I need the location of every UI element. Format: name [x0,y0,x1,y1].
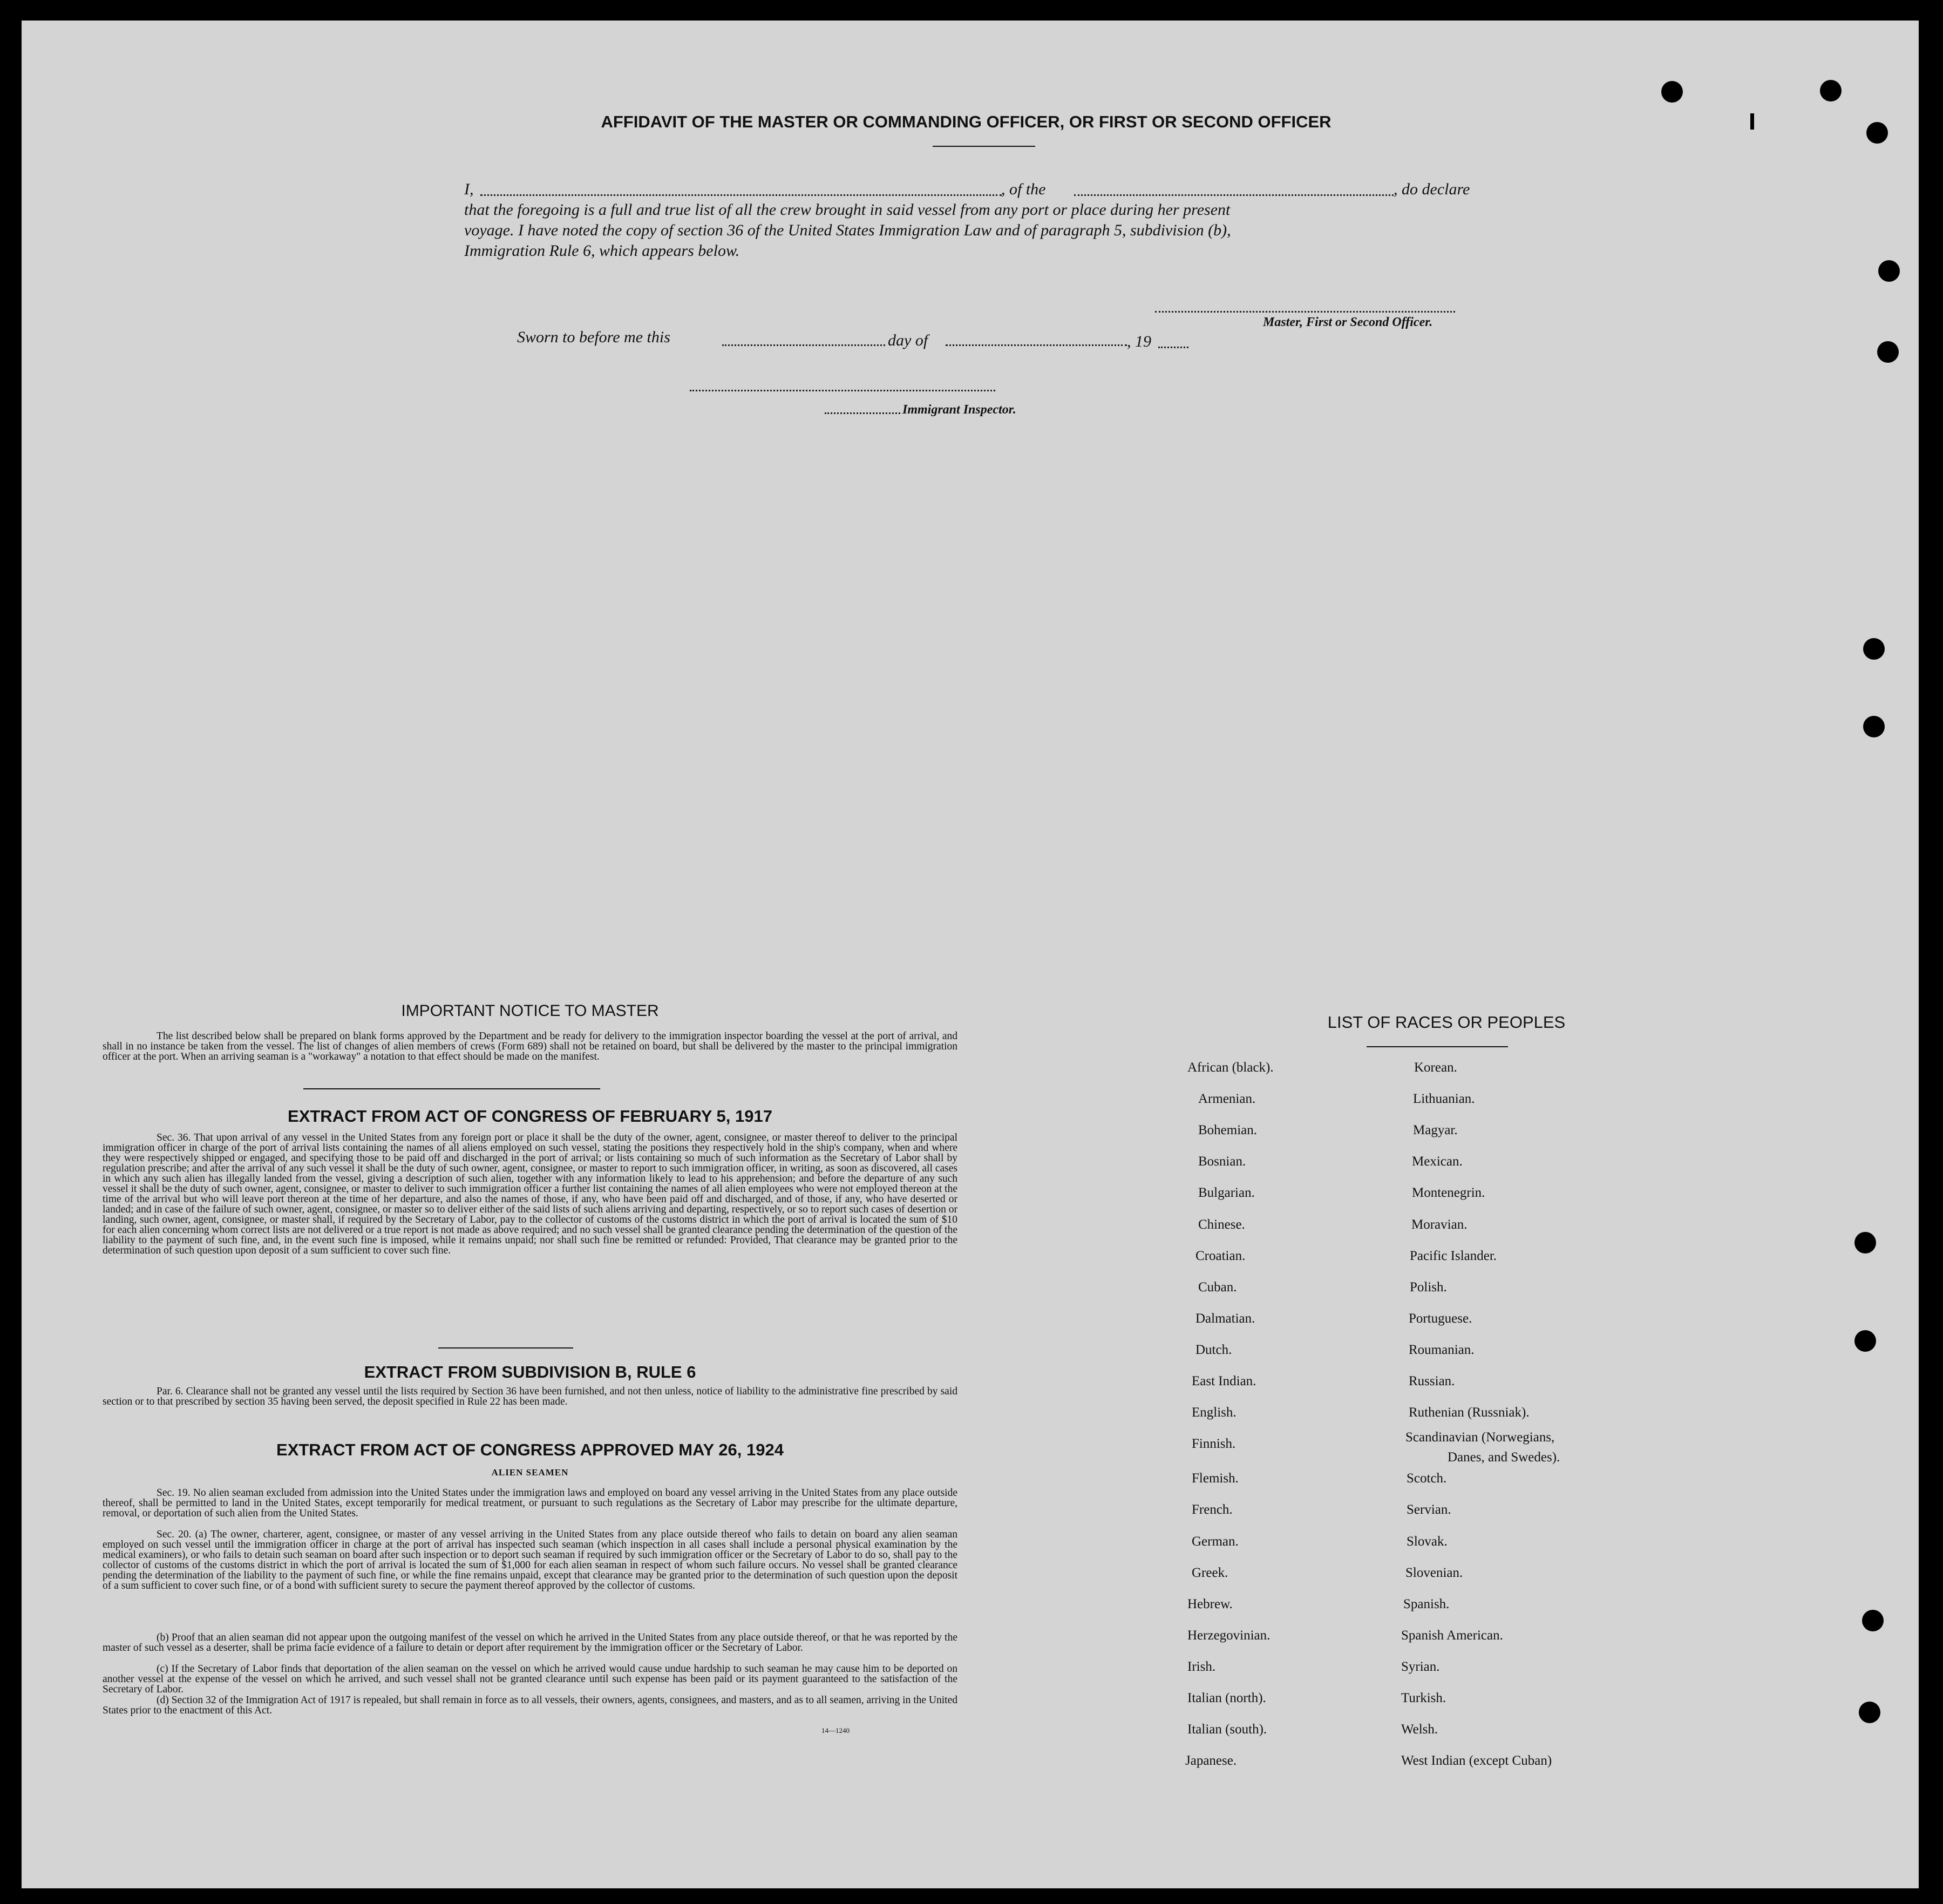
race-item: Chinese. [1198,1217,1245,1232]
master-signature-label: Master, First or Second Officer. [1263,315,1433,329]
race-item: Welsh. [1401,1722,1438,1737]
rule6-text: Par. 6. Clearance shall not be granted any vessel until the lists required by Section 36 have been furnished, and not then unless, notice of liability to the administrative fine prescribed by said section or to that prescribed by section 35 having been served, the deposit specified in Rule 22 has been made. [103,1386,957,1407]
race-item: Portuguese. [1409,1311,1472,1326]
race-item: Greek. [1192,1565,1228,1580]
race-item: Montenegrin. [1412,1185,1485,1201]
race-item: Scotch. [1407,1471,1447,1486]
race-item: Dutch. [1195,1342,1232,1357]
notice-text: The list described below shall be prepared on blank forms approved by the Department and be ready for delivery to the immigration inspector boarding the vessel at the port of arrival, and shall in no instance be taken from the vessel. The list of changes of alien members of crews (Form 689) shall not be retained on board, but shall be delivered by the master to the principal immigration officer at the port. When an arriving seaman is a "workaway" a notation to that effect should be made on the manifest. [103,1031,957,1062]
race-item: Bulgarian. [1198,1185,1255,1201]
inspector-signature-lead [825,412,900,414]
race-item: Slovak. [1407,1534,1448,1549]
race-item: Dalmatian. [1195,1311,1255,1326]
extract-1917-text: Sec. 36. That upon arrival of any vessel in the United States from any foreign port or place it shall be the duty of the owner, agent, consignee, or master thereof to deliver to the principal immigration officer in charge of the port of arrival lists containing the names of all aliens employed on such vessel, stating the positions they respectively hold in the ship's company, when and where they were respectively shipped or engaged, and specifying those to be paid off and discharged in the port of arrival; or lists containing so much of such information as the Secretary of Labor shall by regulation prescribe; and after the arrival of any such vessel it shall be the duty of such owner, agent, consignee, or master to report to such immigration officer, in writing, as soon as discovered, all cases in which any such alien has illegally landed from the vessel, giving a description of such alien, together with any information likely to lead to his apprehension; and before the departure of any such vessel it shall be the duty of such owner, agent, consignee, or master to deliver to such immigration officer a further list containing the names of all alien employees who were not employed thereon at the time of the arrival but who will leave port thereon at the time of her departure, and also the names of those, if any, who have been paid off and discharged, and of those, if any, who have deserted or landed; and in case of the failure of such owner, agent, consignee, or master so to deliver either of the said lists of such aliens arriving and departing, respectively, or so to report such cases of desertion or landing, such owner, agent, consignee, or master shall, if required by the Secretary of Labor, pay to the collector of customs of the customs district in which the port of arrival is located the sum of $10 for each alien concerning whom correct lists are not delivered or a true report is not made as above required; and no such vessel shall be granted clearance pending the determination of the question of the liability to the payment of such fine, and, in the event such fine is imposed, while it remains unpaid; nor shall such fine be remitted or refunded: Provided, That clearance may be granted prior to the determination of such question upon deposit of a sum sufficient to cover such fine. [103,1132,957,1256]
race-item: Pacific Islander. [1410,1248,1497,1263]
race-item: Flemish. [1192,1471,1239,1486]
race-item: Spanish American. [1401,1628,1503,1643]
race-item: Scandinavian (Norwegians, [1405,1430,1555,1445]
punch-hole [1863,716,1885,737]
race-item: Finnish. [1192,1437,1236,1452]
affidavit-line-3: voyage. I have noted the copy of section 36 of the United States Immigration Law and of paragraph 5, subdivision (b), [464,221,1231,239]
punch-hole [1854,1330,1876,1352]
race-item: Cuban. [1198,1279,1237,1295]
extract-1924-sec19: Sec. 19. No alien seaman excluded from admission into the United States under the immigration laws and employed on board any vessel arriving in the United States from any place outside thereof, shall be permitted to land in the United States, except temporarily for medical treatment, or pursuant to such regulations as the Secretary of Labor may prescribe for the ultimate departure, removal, or deportation of such alien from the United States. [103,1487,957,1519]
extract-1924-subtitle: ALIEN SEAMEN [491,1467,569,1478]
affidavit-line-2: that the foregoing is a full and true list of all the crew brought in said vessel from any port or place during her present [464,201,1231,219]
race-item: Herzegovinian. [1187,1628,1271,1643]
race-item: Lithuanian. [1413,1092,1475,1107]
race-item-continuation: Danes, and Swedes). [1448,1450,1560,1465]
punch-hole [1854,1232,1876,1253]
race-item: Irish. [1187,1659,1216,1674]
affidavit-i-label: I, [464,180,474,198]
affidavit-declare-label: , do declare [1394,180,1470,198]
race-item: East Indian. [1192,1374,1256,1388]
extract-1924-sec20d: (d) Section 32 of the Immigration Act of 1917 is repealed, but shall remain in force as to all vessels, their owners, agents, consignees, and masters, and as to all seamen, arriving in the United States prior to the enactment of this Act. [103,1695,957,1716]
inspector-signature-label: Immigrant Inspector. [902,403,1016,417]
races-title: LIST OF RACES OR PEOPLES [1327,1013,1566,1032]
race-item: Ruthenian (Russniak). [1409,1405,1530,1420]
affidavit-of-the-label: , of the [1001,180,1046,198]
race-item: African (black). [1187,1060,1274,1075]
punch-hole [1866,122,1888,144]
race-item: Croatian. [1195,1248,1246,1263]
race-item: Magyar. [1413,1123,1458,1138]
punch-hole [1820,80,1842,101]
sworn-year-field[interactable] [1158,347,1188,348]
race-item: Roumanian. [1409,1342,1475,1357]
sworn-label: Sworn to before me this [517,328,670,346]
race-item: Russian. [1409,1374,1455,1388]
year-label: , 19 [1127,333,1151,350]
race-item: Bohemian. [1198,1123,1258,1138]
race-item: German. [1192,1534,1239,1549]
divider [933,146,1035,147]
race-item: Armenian. [1198,1092,1256,1107]
inspector-signature-field[interactable] [690,390,995,391]
declarant-name-field[interactable] [480,194,1002,196]
divider [1367,1046,1508,1047]
affidavit-title: AFFIDAVIT OF THE MASTER OR COMMANDING OFFICER, OR FIRST OR SECOND OFFICER [601,112,1331,131]
race-item: Servian. [1407,1502,1451,1517]
master-signature-field[interactable] [1155,311,1455,313]
race-item: Turkish. [1401,1691,1446,1705]
sworn-month-field[interactable] [946,344,1127,346]
race-item: English. [1192,1405,1237,1420]
race-item: Polish. [1410,1279,1447,1295]
affidavit-line-4: Immigration Rule 6, which appears below. [464,242,740,260]
divider [303,1088,600,1089]
race-item: Mexican. [1412,1154,1463,1169]
race-item: Moravian. [1411,1217,1468,1232]
punch-hole [1863,638,1885,660]
race-item: Italian (north). [1187,1691,1266,1705]
day-of-label: day of [888,331,928,349]
race-item: West Indian (except Cuban) [1401,1753,1552,1769]
form-number: 14—1240 [821,1726,850,1734]
race-item: Hebrew. [1187,1596,1233,1611]
extract-1917-title: EXTRACT FROM ACT OF CONGRESS OF FEBRUARY 5, 1917 [288,1107,772,1126]
form-page [22,21,1919,1888]
punch-hole [1877,341,1899,363]
race-item: Korean. [1414,1060,1457,1075]
race-item: Italian (south). [1187,1722,1267,1737]
rule6-title: EXTRACT FROM SUBDIVISION B, RULE 6 [364,1363,696,1381]
punch-hole [1661,81,1683,103]
race-item: French. [1192,1502,1233,1517]
race-item: Bosnian. [1198,1154,1246,1169]
punch-hole [1862,1610,1884,1631]
race-item: Slovenian. [1405,1565,1463,1580]
race-item: Japanese. [1185,1753,1237,1769]
sworn-day-field[interactable] [722,344,885,346]
divider [438,1347,573,1349]
race-item: Syrian. [1401,1659,1440,1674]
punch-hole [1878,260,1900,282]
ink-mark [1750,113,1754,130]
extract-1924-sec20b: (b) Proof that an alien seaman did not appear upon the outgoing manifest of the vessel on which he arrived in the United States from any place outside thereof, or that he was reported by the master of such vessel as a deserter, shall be prima facie evidence of a failure to detain or deport after requirement by the immigration officer or the Secretary of Labor. [103,1632,957,1654]
extract-1924-sec20c: (c) If the Secretary of Labor finds that deportation of the alien seaman on the vessel on which he arrived would cause undue hardship to such seaman he may cause him to be deported on another vessel at the expense of the vessel on which he arrived, and such vessel shall not be granted clearance until such expense has been paid or its payment guaranteed to the satisfaction of the Secretary of Labor. [103,1663,957,1695]
punch-hole [1859,1702,1880,1723]
extract-1924-title: EXTRACT FROM ACT OF CONGRESS APPROVED MAY 26, 1924 [276,1440,784,1459]
vessel-name-field[interactable] [1074,194,1394,196]
notice-title: IMPORTANT NOTICE TO MASTER [401,1002,659,1020]
race-item: Spanish. [1403,1596,1450,1611]
extract-1924-sec20a: Sec. 20. (a) The owner, charterer, agent, consignee, or master of any vessel arriving in the United States from any place outside thereof who fails to detain on board any alien seaman employed on such vessel until the immigration officer in charge at the port of arrival has inspected such seaman (which inspection in all cases shall include a personal physical examination by the medical examiners), or who fails to detain such seaman on board after such inspection or to deport such seaman if required by such immigration officer or the Secretary of Labor to do so, shall pay to the collector of customs of the customs district in which the port of arrival is located the sum of $1,000 for each alien seaman in respect of whom such failure occurs. No vessel shall be granted clearance pending the determination of the liability to the payment of such fine, or while the fine remains unpaid, except that clearance may be granted prior to the determination of such question upon the deposit of a sum sufficient to cover such fine, or of a bond with sufficient surety to secure the payment thereof approved by the collector of customs. [103,1529,957,1591]
